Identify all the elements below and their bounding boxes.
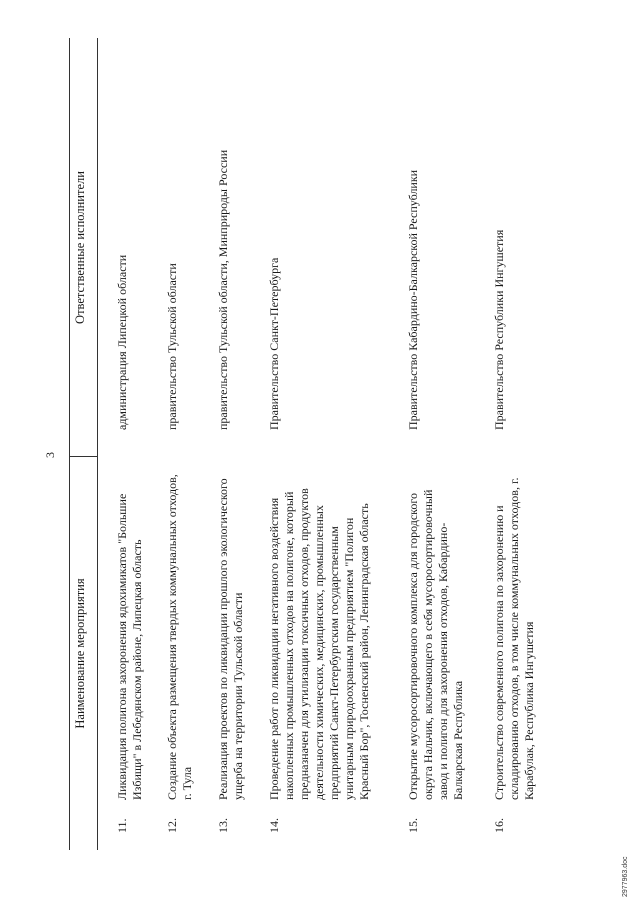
- header-name: Наименование мероприятия: [73, 578, 87, 729]
- row-name: Создание объекта размещения твердых коммунальных отходов, г. Тула: [165, 474, 194, 800]
- row-number: 14.: [267, 818, 281, 833]
- file-reference: 2977963.doc: [622, 856, 629, 897]
- row-name: Ликвидация полигона захоронения ядохимикатов "Большие Избищи" в Лебедянском районе, Липецкая область: [115, 493, 144, 800]
- row-name: Открытие мусоросортировочного комплекса для городского округа Нальчик, включающего в себя мусоросортировочный завод и полигон для захоронения отходов, Кабардино-Балкарская Республика: [406, 489, 465, 800]
- page-number: 3: [43, 452, 57, 458]
- row-name: Реализация проектов по ликвидации прошлого экологического ущерба на территории Тульской области: [216, 478, 245, 800]
- row-number: 15.: [406, 818, 420, 833]
- table-top-rule: [69, 38, 70, 850]
- row-responsible: администрация Липецкой области: [115, 254, 129, 430]
- row-name: Проведение работ по ликвидации негативного воздействия накопленных промышленных отходов на полигоне, который предназначен для утилизации токсичных отходов, продуктов деятельности химических, медицинских, промышленных предприятий Санкт-Петербургским государственным унитарным природоохранным предприятием "Полигон Красный Бор", Тосненский район, Ленинградская область: [267, 488, 371, 800]
- row-number: 11.: [115, 818, 129, 833]
- row-name: Строительство современного полигона по захоронению и складированию отходов, в том числе коммунальных отходов, г. Карабулак, Республика Ингушетия: [492, 477, 536, 800]
- row-responsible: правительство Тульской области: [165, 263, 179, 430]
- row-responsible: правительство Тульской области, Минприроды России: [216, 149, 230, 430]
- row-number: 16.: [492, 818, 506, 833]
- row-responsible: Правительство Кабардино-Балкарской Республики: [406, 169, 420, 430]
- row-responsible: Правительство Республики Ингушетия: [492, 229, 506, 430]
- row-responsible: Правительство Санкт-Петербурга: [267, 257, 281, 430]
- header-responsible: Ответственные исполнители: [73, 171, 87, 324]
- table-header-rule: [97, 38, 98, 850]
- row-number: 13.: [216, 818, 230, 833]
- row-number: 12.: [165, 818, 179, 833]
